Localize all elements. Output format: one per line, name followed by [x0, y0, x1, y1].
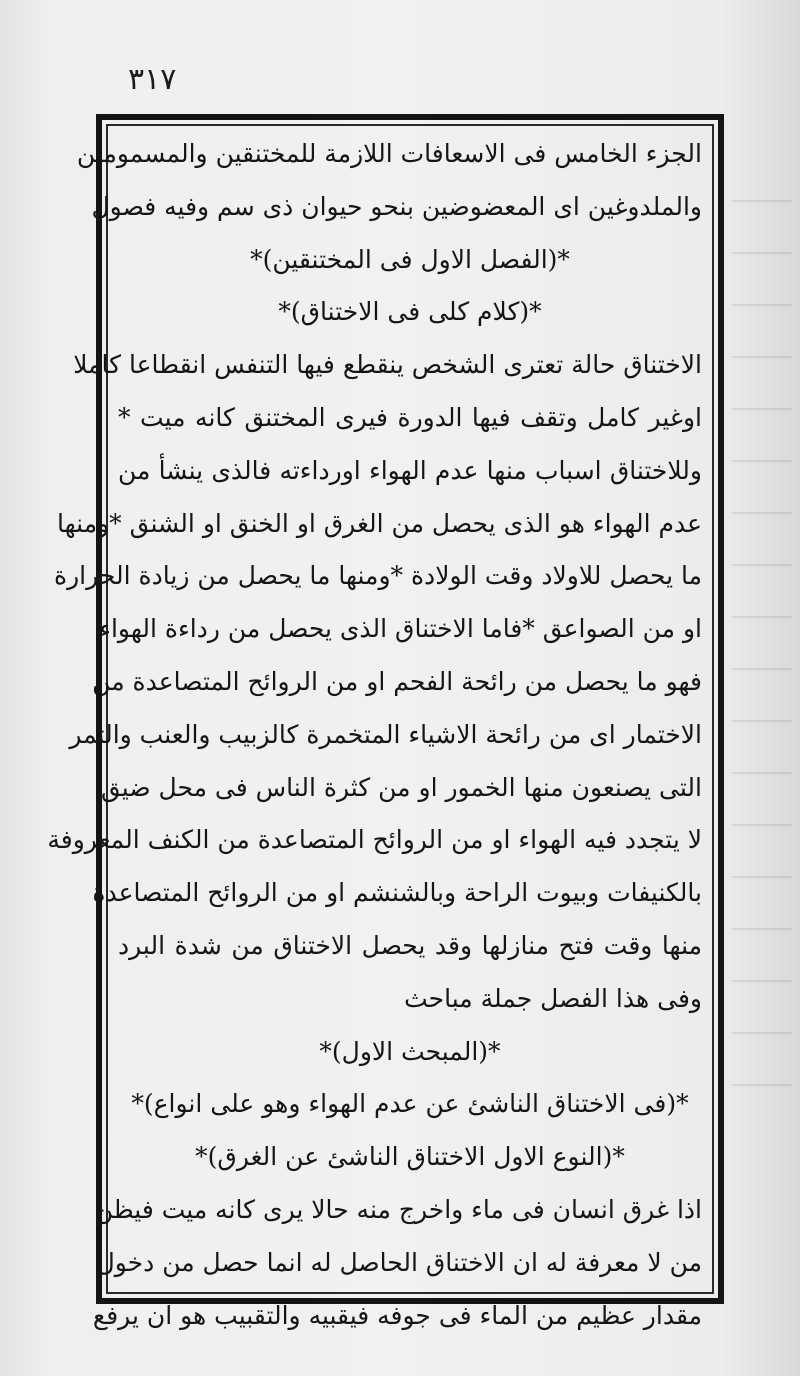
text-line: مقدار عظيم من الماء فى جوفه فيقبيه والتقبيب هو ان يرفع — [92, 1300, 702, 1330]
section-heading: *(المبحث الاول)* — [319, 1036, 501, 1066]
text-line: بالكنيفات وبيوت الراحة وبالشنشم او من الروائح المتصاعدة — [92, 878, 702, 908]
text-line: التى يصنعون منها الخمور او من كثرة الناس فى محل ضيق — [100, 772, 702, 802]
text-line: الاختمار اى من رائحة الاشياء المتخمرة كالزبيب والعنب والتمر — [69, 719, 702, 749]
text-line: او من الصواعق *فاما الاختناق الذى يحصل من رداءة الهواء — [99, 614, 702, 644]
text-line: الجزء الخامس فى الاسعافات اللازمة للمختنقين والمسمومين — [76, 139, 702, 168]
section-heading: *(الفصل الاول فى المختنقين)* — [250, 244, 570, 274]
text-line: منها وقت فتح منازلها وقد يحصل الاختناق من شدة البرد — [118, 930, 702, 960]
text-line: فهو ما يحصل من رائحة الفحم او من الروائح المتصاعدة من — [92, 666, 702, 696]
text-line: من لا معرفة له ان الاختناق الحاصل له انما حصل من دخول — [96, 1247, 702, 1277]
page-number: ٣١٧ — [128, 62, 177, 97]
text-line: ما يحصل للاولاد وقت الولادة *ومنها ما يحصل من زيادة الحرارة — [54, 561, 702, 591]
section-heading: *(النوع الاول الاختناق الناشئ عن الغرق)* — [195, 1142, 625, 1172]
text-line: لا يتجدد فيه الهواء او من الروائح المتصاعدة من الكنف المعروفة — [47, 825, 702, 855]
text-line: والملدوغين اى المعضوضين بنحو حيوان ذى سم وفيه فصول — [91, 191, 702, 221]
text-line: وللاختناق اسباب منها عدم الهواء اورداءته فالذى ينشأ من — [118, 455, 702, 485]
arabic-text-block — [47, 128, 708, 1330]
text-line: اذا غرق انسان فى ماء واخرج منه حالا يرى كانه ميت فيظن — [94, 1194, 702, 1224]
section-heading: *(فى الاختناق الناشئ عن عدم الهواء وهو على انواع)* — [131, 1089, 689, 1119]
show-through-bleed — [732, 200, 792, 1100]
text-line: وفى هذا الفصل جملة مباحث — [404, 983, 702, 1013]
text-line: اوغير كامل وتقف فيها الدورة فيرى المختنق كانه ميت * — [118, 402, 702, 432]
text-line: الاختناق حالة تعترى الشخص ينقطع فيها التنفس انقطاعا كاملا — [73, 350, 702, 380]
text-line: عدم الهواء هو الذى يحصل من الغرق او الخنق او الشنق *ومنها — [57, 508, 702, 538]
section-heading: *(كلام كلى فى الاختناق)* — [278, 297, 542, 327]
